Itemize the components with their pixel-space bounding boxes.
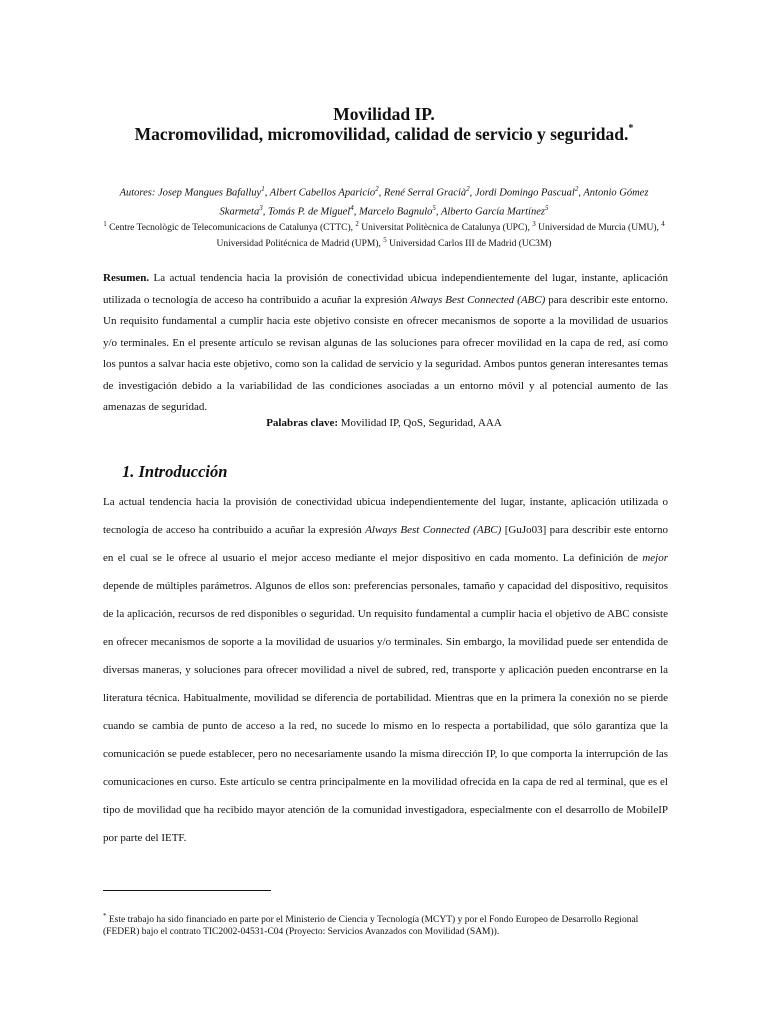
body-text: depende de múltiples parámetros. Algunos de ellos son: preferencias personales, tamaño y capacidad del dispositivo, requisitos de la aplicación, recursos de red disponibles o seguridad. Un requisito fundamental a cumplir hacia el objetivo de ABC consiste en ofrecer mecanismos de soporte a la movilidad de usuarios y/o terminales. Sin embargo, la movilidad puede ser entendida de diversas maneras, y soluciones para ofrecer movilidad a nivel de subred, red, transporte y aplicación pueden encontrarse en la literatura técnica. Habitualmente, movilidad se diferencia de portabilidad. Mientras que en la primera la conexión no se pierde cuando se cambia de punto de acceso a la red, no sucede lo mismo en lo respecta a portabilidad, que sólo garantiza que la comunicación se puede establecer, pero no necesariamente usando la misma dirección IP, lo que comporta la interrupción de las comunicaciones en curso. Este artículo se centra principalmente en la movilidad ofrecida en la capa de red al terminal, que es el tipo de movilidad que ha recibido mayor atención de la comunidad investigadora, especialmente con el desarrollo de MobileIP por parte del IETF. <box>103 580 668 844</box>
mejor-term: mejor <box>642 552 668 564</box>
footnote <box>103 910 668 938</box>
footnote-text: Este trabajo ha sido financiado en parte por el Ministerio de Ciencia y Tecnología (MCYT) y por el Fondo Europeo de Desarrollo Regional (FEDER) bajo el contrato TIC2002-04531-C04 (Proyecto: Servicios Avanzados con Movilidad (SAM)). <box>103 915 639 938</box>
paper-title-line2 <box>0 124 768 145</box>
affiliations-block <box>100 218 668 250</box>
authors-prefix: Autores: <box>119 187 158 199</box>
section-heading: 1. Introducción <box>122 462 228 481</box>
abstract <box>103 268 668 419</box>
keywords <box>0 417 768 429</box>
author-name: Josep Mangues Bafalluy <box>157 187 262 199</box>
affil-mark: 2 <box>355 220 359 228</box>
abstract-paragraph <box>103 268 668 419</box>
section-body <box>103 488 668 852</box>
affil-mark: 4 <box>661 220 665 228</box>
author-name: Albert Cabellos Aparicio <box>269 187 376 199</box>
keywords-text: Movilidad IP, QoS, Seguridad, AAA <box>338 417 502 429</box>
affil-mark: 3 <box>532 220 536 228</box>
author-name: Jordi Domingo Pascual <box>474 187 575 199</box>
body-text: [GuJo03] para describir este entorno en el cual se le ofrece al usuario el mejor acceso mediante el mejor dispositivo en cada momento. La definición de <box>103 524 669 564</box>
author-name: Alberto García Martínez <box>440 206 545 217</box>
abstract-label: Resumen. <box>103 272 150 284</box>
author-affil-mark: 2 <box>466 185 470 193</box>
affiliation: Universidad Politécnica de Madrid (UPM), <box>216 239 384 250</box>
author-affil-mark: 5 <box>544 203 549 212</box>
authors-block: Autores: Josep Mangues Bafalluy$^1$, Albert Cabellos Aparicio$^2$, René Serral Gracià$^2$, Jordi Domingo Pascual$^2$, Antonio Gómez Skarmeta$^3$, Tomás P. de Miguel$^4$, Marcelo Bagnulo$^5$, Alberto García Martínez$^5$ <box>119 185 649 217</box>
paper-subtitle: Macromovilidad, micromovilidad, calidad de servicio y seguridad. <box>134 124 629 144</box>
abstract-text: para describir este entorno. Un requisito fundamental a cumplir hacia este objetivo consiste en ofrecer mecanismos de soporte a la movilidad de usuarios y/o terminales. En el presente artículo se revisan algunas de las soluciones para ofrecer movilidad en la capa de red, así como los puntos a salvar hacia este objetivo, como son la calidad de servicio y la seguridad. Ambos puntos generan interesantes temas de investigación debido a la variabilidad de las condiciones asociadas a un entorno móvil y al potencial aumento de las amenazas de seguridad. <box>103 293 668 413</box>
keywords-label: Palabras clave: <box>266 417 338 429</box>
author-affil-mark: 3 <box>259 203 263 212</box>
affil-mark: 1 <box>103 220 107 228</box>
author-affil-mark: 2 <box>574 185 579 193</box>
author-name: Marcelo Bagnulo <box>358 206 433 217</box>
abc-term: Always Best Connected (ABC) <box>410 293 546 306</box>
paper-title-line1: Movilidad IP. <box>333 104 435 124</box>
abstract-text: La actual tendencia hacia la provisión de conectividad ubicua independientemente del lugar, instante, aplicación utilizada o tecnología de acceso ha contribuido a acuñar la expresión <box>103 272 668 306</box>
author-affil-mark: 1 <box>261 185 265 193</box>
footnote-mark: * <box>103 912 107 920</box>
title-footnote-mark: * <box>628 123 634 135</box>
author-affil-mark: 5 <box>432 203 436 212</box>
affiliation: Universitat Politècnica de Catalunya (UPC), <box>361 223 533 234</box>
body-paragraph <box>103 488 668 852</box>
affiliation: Centre Tecnològic de Telecomunicacions de Catalunya (CTTC), <box>109 223 356 234</box>
body-text: La actual tendencia hacia la provisión de conectividad ubicua independientemente del lugar, instante, aplicación utilizada o tecnología de acceso ha contribuido a acuñar la expresión <box>103 496 668 536</box>
affiliation: Universidad de Murcia (UMU), <box>538 223 662 234</box>
abc-term: Always Best Connected (ABC) <box>365 524 502 536</box>
affil-mark: 5 <box>383 236 387 245</box>
author-affil-mark: 4 <box>350 203 354 212</box>
author-affil-mark: 2 <box>375 185 379 193</box>
author-name: René Serral Gracià <box>383 187 467 199</box>
affiliation: Universidad Carlos III de Madrid (UC3M) <box>389 239 552 250</box>
footnote-rule <box>103 890 271 891</box>
author-name: Tomás P. de Miguel <box>267 206 351 217</box>
author-name: Antonio Gómez Skarmeta <box>219 187 649 217</box>
